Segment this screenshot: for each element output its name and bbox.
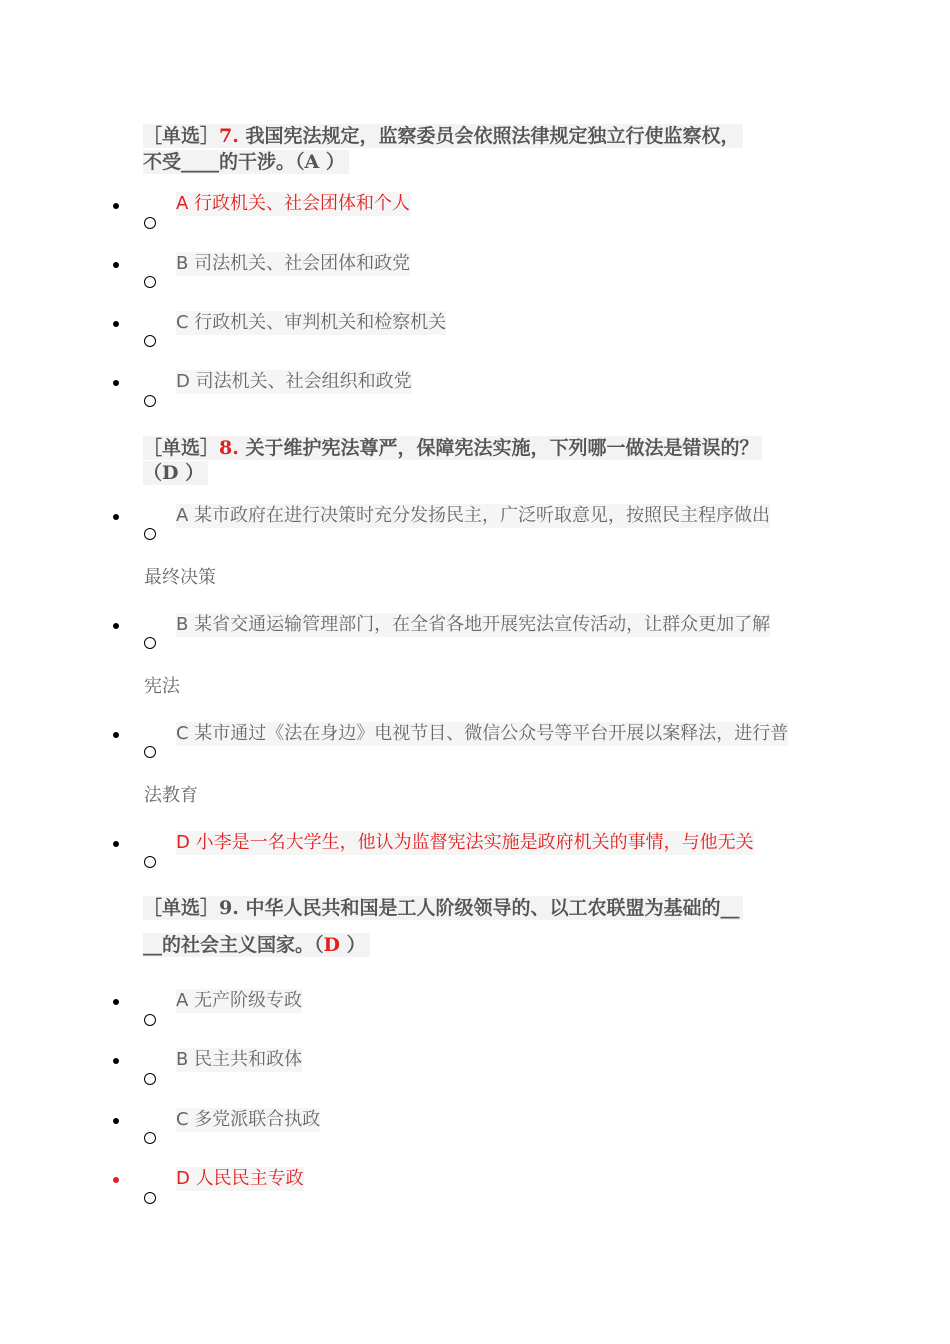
radio-icon[interactable] [144, 217, 156, 229]
question-9-line1 [143, 896, 743, 920]
bullet-icon [113, 380, 119, 386]
bullet-icon [113, 262, 119, 268]
option-8-b-cont: 宪法 [144, 676, 180, 697]
question-text: __的社会主义国家。（ [143, 934, 324, 956]
question-text: 中华人民共和国是工人阶级领导的、以工农联盟为基础的__ [238, 897, 740, 919]
question-number: 9. [219, 897, 239, 919]
option-8-a: A 某市政府在进行决策时充分发扬民主，广泛听取意见，按照民主程序做出 [176, 505, 771, 526]
bullet-icon [113, 623, 119, 629]
radio-icon[interactable] [144, 1132, 156, 1144]
question-text: 关于维护宪法尊严，保障宪法实施，下列哪一做法是错误的？ [238, 437, 759, 459]
question-text: ） [340, 934, 366, 956]
option-7-a: A 行政机关、社会团体和个人 [176, 193, 411, 214]
radio-icon[interactable] [144, 1014, 156, 1026]
bullet-icon [113, 999, 119, 1005]
question-type-tag: ［单选］ [143, 437, 220, 459]
bullet-icon [113, 1177, 119, 1183]
radio-icon[interactable] [144, 1073, 156, 1085]
radio-icon[interactable] [144, 276, 156, 288]
bullet-icon [113, 514, 119, 520]
question-number: 7. [219, 125, 239, 147]
radio-icon[interactable] [144, 1192, 156, 1204]
question-number: 8. [219, 437, 239, 459]
option-7-d: D 司法机关、社会组织和政党 [176, 371, 412, 392]
option-9-a: A 无产阶级专政 [176, 990, 303, 1011]
radio-icon[interactable] [144, 856, 156, 868]
bullet-icon [113, 1118, 119, 1124]
option-8-c: C 某市通过《法在身边》电视节目、微信公众号等平台开展以案释法，进行普 [176, 723, 789, 744]
bullet-icon [113, 203, 119, 209]
question-7-line1 [143, 124, 743, 148]
question-text: 我国宪法规定，监察委员会依照法律规定独立行使监察权， [238, 125, 740, 147]
answer-letter: D [323, 934, 340, 956]
option-7-b: B 司法机关、社会团体和政党 [176, 253, 411, 274]
radio-icon[interactable] [144, 395, 156, 407]
bullet-icon [113, 1058, 119, 1064]
question-8-line2: （D ） [143, 461, 208, 485]
radio-icon[interactable] [144, 335, 156, 347]
radio-icon[interactable] [144, 746, 156, 758]
bullet-icon [113, 321, 119, 327]
option-7-c: C 行政机关、审判机关和检察机关 [176, 312, 447, 333]
option-8-b: B 某省交通运输管理部门，在全省各地开展宪法宣传活动，让群众更加了解 [176, 614, 771, 635]
option-8-c-cont: 法教育 [144, 785, 198, 806]
bullet-icon [113, 841, 119, 847]
option-8-a-cont: 最终决策 [144, 567, 216, 588]
question-8-line1 [143, 436, 762, 460]
question-9-line2 [143, 933, 370, 957]
option-9-c: C 多党派联合执政 [176, 1109, 321, 1130]
radio-icon[interactable] [144, 637, 156, 649]
option-9-b: B 民主共和政体 [176, 1049, 303, 1070]
question-type-tag: ［单选］ [143, 897, 220, 919]
radio-icon[interactable] [144, 528, 156, 540]
question-7-line2: 不受____的干涉。（A ） [143, 150, 349, 174]
option-8-d: D 小李是一名大学生，他认为监督宪法实施是政府机关的事情，与他无关 [176, 832, 754, 853]
bullet-icon [113, 732, 119, 738]
question-type-tag: ［单选］ [143, 125, 220, 147]
option-9-d: D 人民民主专政 [176, 1168, 304, 1189]
